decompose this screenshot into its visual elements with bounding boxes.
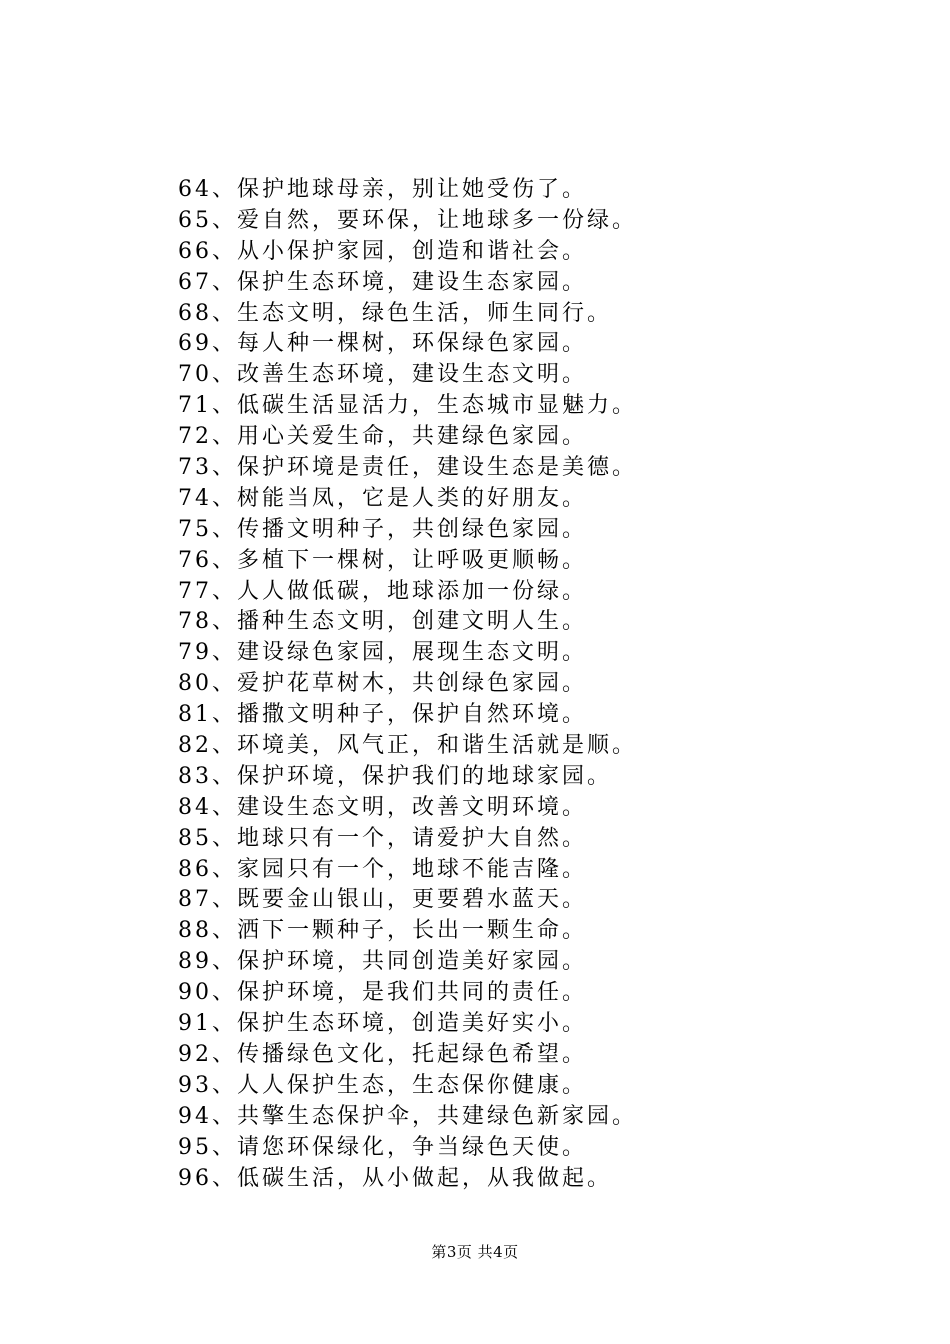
slogan-line: 93、人人保护生态，生态保你健康。 [178, 1072, 587, 1098]
slogan-line: 70、改善生态环境，建设生态文明。 [178, 362, 587, 388]
slogan-line: 75、传播文明种子，共创绿色家园。 [178, 516, 587, 542]
slogan-line: 77、人人做低碳，地球添加一份绿。 [178, 578, 587, 604]
slogan-line: 78、播种生态文明，创建文明人生。 [178, 609, 587, 635]
slogan-line: 69、每人种一棵树，环保绿色家园。 [178, 331, 587, 357]
slogan-line: 92、传播绿色文化，托起绿色希望。 [178, 1041, 587, 1067]
slogan-line: 89、保护环境，共同创造美好家园。 [178, 949, 587, 975]
slogan-line: 88、洒下一颗种子，长出一颗生命。 [178, 918, 587, 944]
slogan-line: 96、低碳生活，从小做起，从我做起。 [178, 1165, 612, 1191]
slogan-line: 72、用心关爱生命，共建绿色家园。 [178, 424, 587, 450]
slogan-line: 64、保护地球母亲，别让她受伤了。 [178, 177, 587, 202]
slogan-line: 85、地球只有一个，请爱护大自然。 [178, 825, 587, 851]
slogan-line: 91、保护生态环境，创造美好实小。 [178, 1011, 587, 1037]
slogan-line: 86、家园只有一个，地球不能吉隆。 [178, 856, 587, 882]
slogan-line: 66、从小保护家园，创造和谐社会。 [178, 238, 587, 264]
slogan-line: 84、建设生态文明，改善文明环境。 [178, 794, 587, 820]
slogan-line: 71、低碳生活显活力，生态城市显魅力。 [178, 393, 637, 419]
slogan-line: 90、保护环境，是我们共同的责任。 [178, 980, 587, 1006]
slogan-line: 81、播撒文明种子，保护自然环境。 [178, 702, 587, 728]
slogan-line: 80、爱护花草树木，共创绿色家园。 [178, 671, 587, 697]
slogan-line: 73、保护环境是责任，建设生态是美德。 [178, 455, 637, 481]
slogan-line: 76、多植下一棵树，让呼吸更顺畅。 [178, 547, 587, 573]
page-footer: 第3页 共4页 [431, 1243, 519, 1261]
slogan-list [178, 175, 637, 1194]
slogan-line: 79、建设绿色家园，展现生态文明。 [178, 640, 587, 666]
slogan-line: 94、共擎生态保护伞，共建绿色新家园。 [178, 1103, 637, 1129]
slogan-line: 82、环境美，风气正，和谐生活就是顺。 [178, 733, 637, 759]
slogan-line: 68、生态文明，绿色生活，师生同行。 [178, 300, 612, 326]
slogan-line: 95、请您环保绿化，争当绿色天使。 [178, 1134, 587, 1160]
slogan-line: 65、爱自然，要环保，让地球多一份绿。 [178, 207, 637, 233]
slogan-line: 74、树能当凤，它是人类的好朋友。 [178, 485, 587, 511]
slogan-line: 67、保护生态环境，建设生态家园。 [178, 269, 587, 295]
slogan-line: 83、保护环境，保护我们的地球家园。 [178, 763, 612, 789]
slogan-line: 87、既要金山银山，更要碧水蓝天。 [178, 887, 587, 913]
